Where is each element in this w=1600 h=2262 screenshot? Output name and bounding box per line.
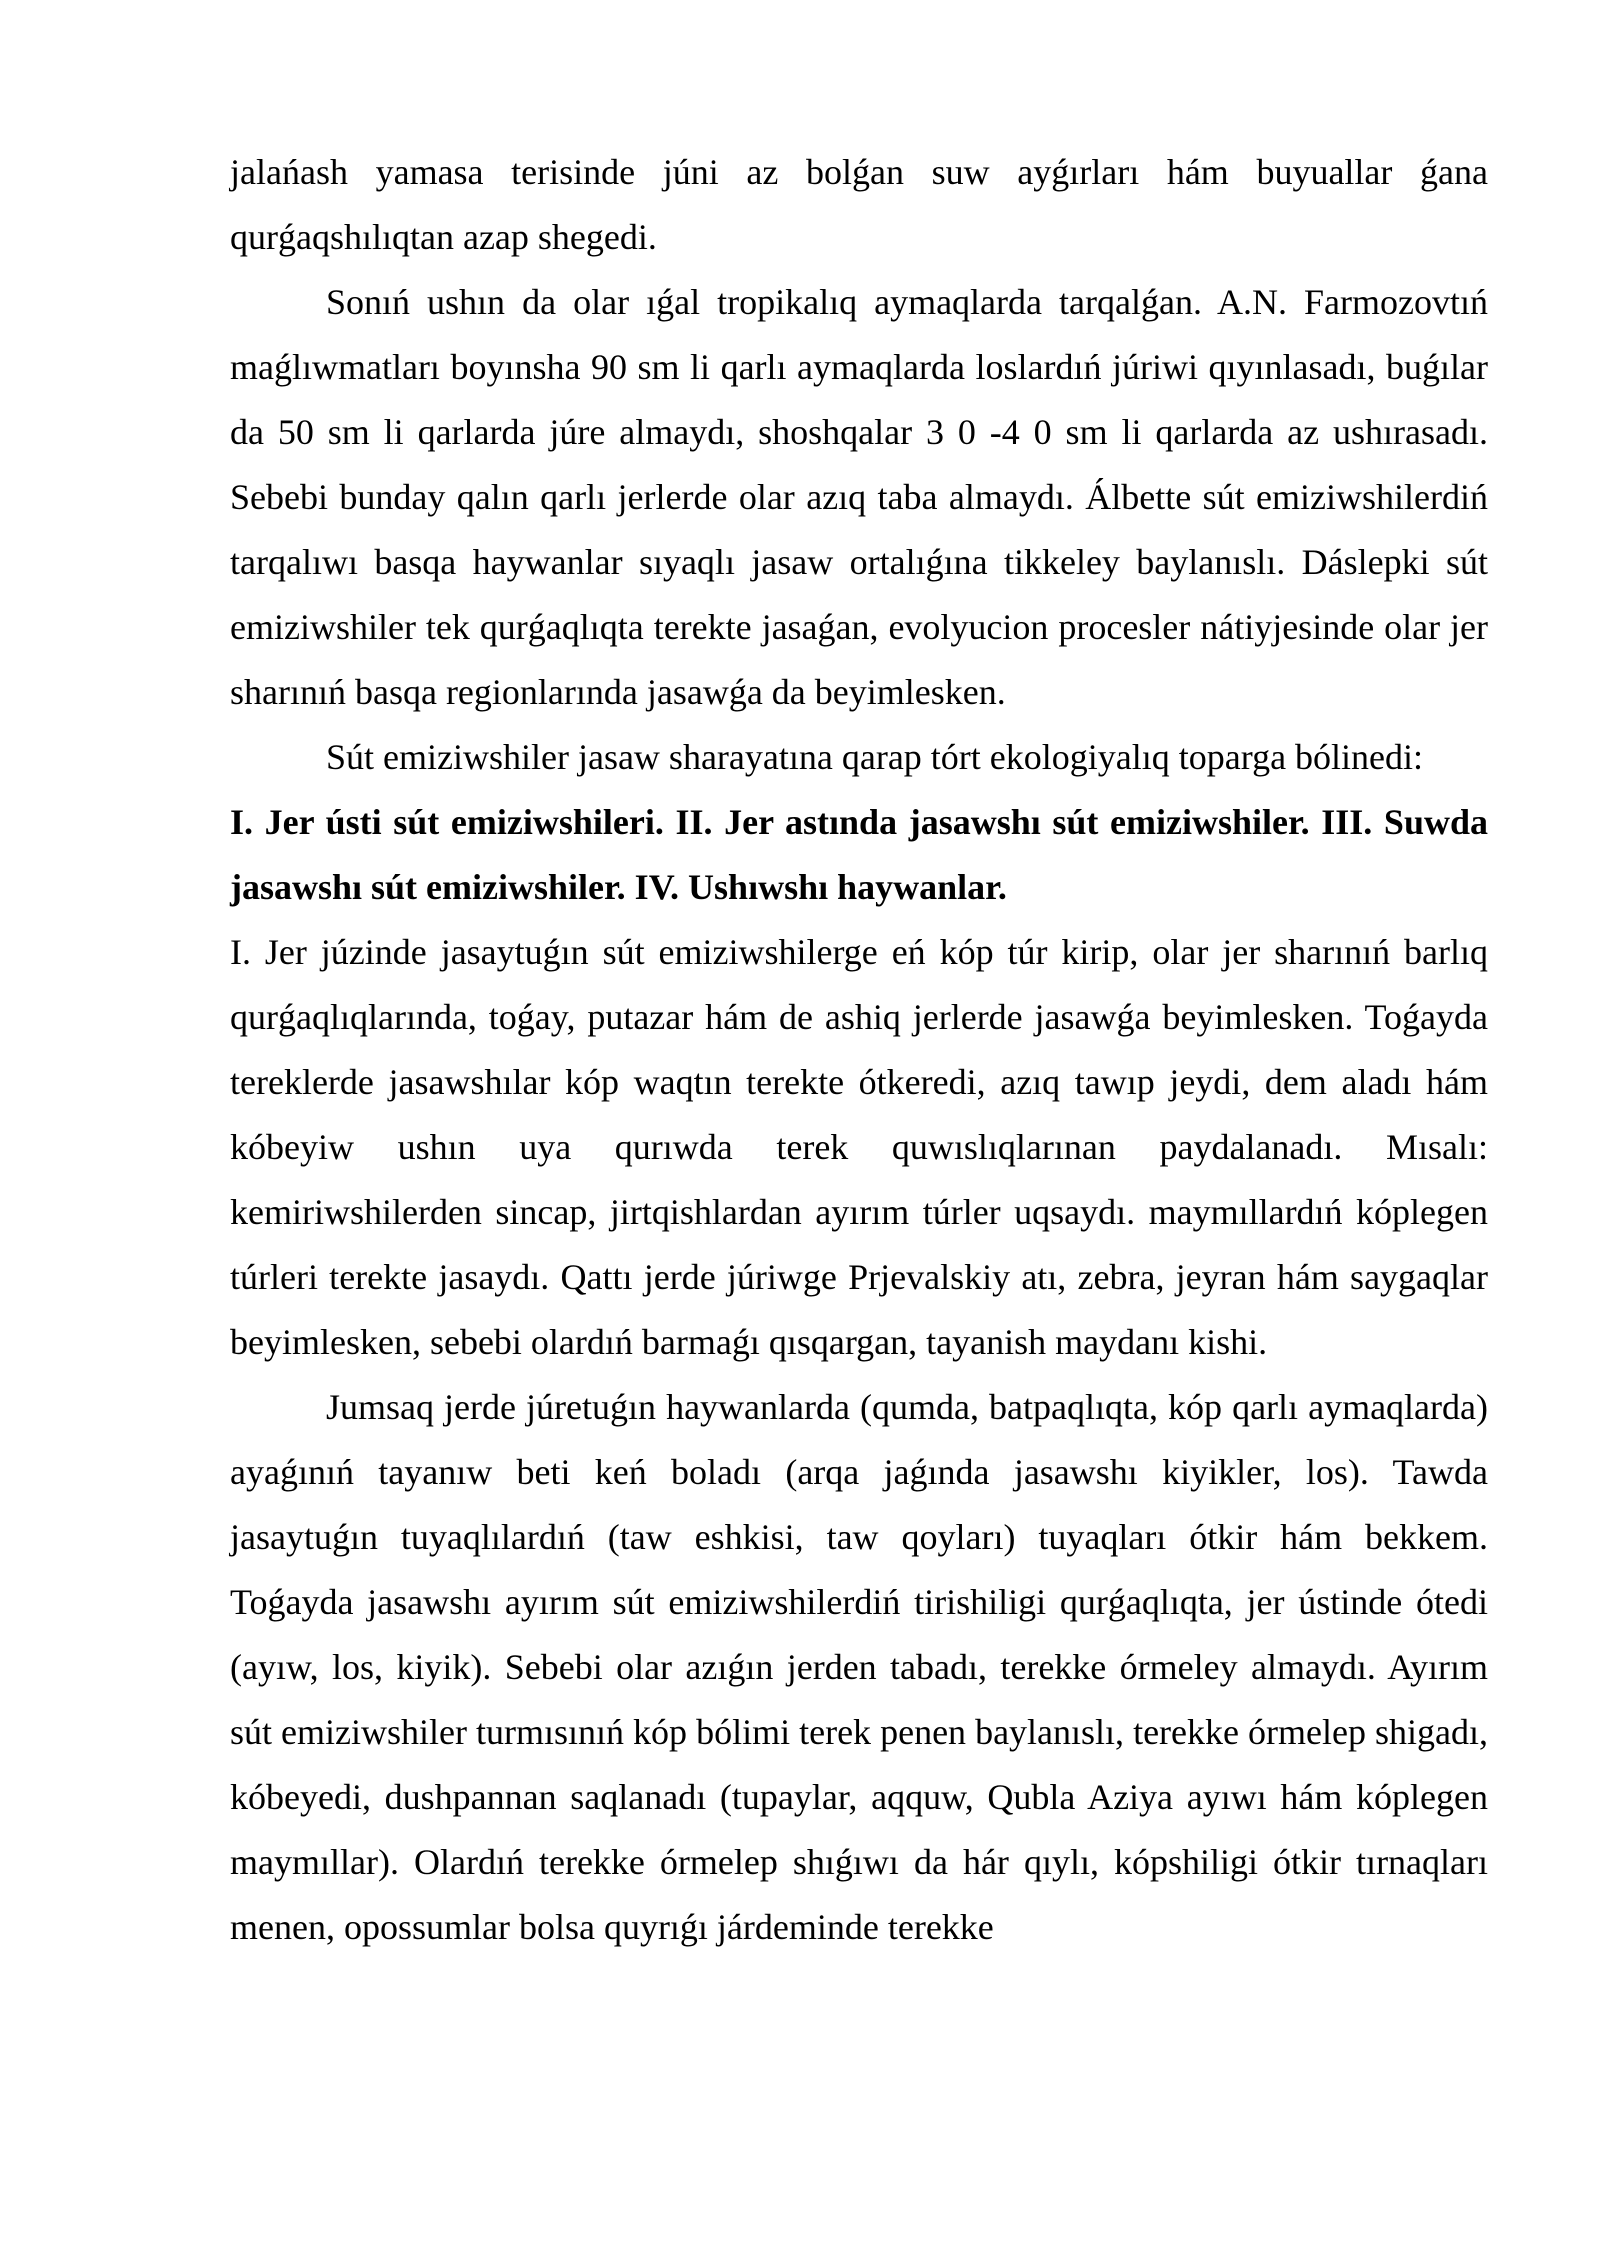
document-body [230, 140, 1488, 1960]
paragraph-2: Sonıń ushın da olar ıǵal tropikalıq aymaqlarda tarqalǵan. A.N. Farmozovtıń maǵlıwmatları boyınsha 90 sm li qarlı aymaqlarda loslardıń júriwi qıyınlasadı, buǵılar da 50 sm li qarlarda júre almaydı, shoshqalar 3 0 -4 0 sm li qarlarda az ushırasadı. Sebebi bunday qalın qarlı jerlerde olar azıq taba almaydı. Álbette sút emiziwshilerdiń tarqalıwı basqa haywanlar sıyaqlı jasaw ortalıǵına tikkeley baylanıslı. Dáslepki sút emiziwshiler tek qurǵaqlıqta terekte jasaǵan, evolyucion procesler nátiyjesinde olar jer sharınıń basqa regionlarında jasawǵa da beyimlesken. [230, 282, 1488, 712]
paragraph-4-group-list: I. Jer ústi sút emiziwshileri. II. Jer astında jasawshı sút emiziwshiler. III. Suwda jasawshı sút emiziwshiler. IV. Ushıwshı haywanlar. [230, 802, 1488, 907]
paragraph-5: I. Jer júzinde jasaytuǵın sút emiziwshilerge eń kóp túr kirip, olar jer sharınıń barlıq qurǵaqlıqlarında, toǵay, putazar hám de ashiq jerlerde jasawǵa beyimlesken. Toǵayda tereklerde jasawshılar kóp waqtın terekte ótkeredi, azıq tawıp jeydi, dem aladı hám kóbeyiw ushın uya qurıwda terek quwıslıqlarınan paydalanadı. Mısalı: kemiriwshilerden sincap, jirtqishlardan ayırım túrler uqsaydı. maymıllardıń kóplegen túrleri terekte jasaydı. Qattı jerde júriwge Prjevalskiy atı, zebra, jeyran hám saygaqlar beyimlesken, sebebi olardıń barmaǵı qısqargan, tayanish maydanı kishi. [230, 932, 1488, 1362]
paragraph-1: jalańash yamasa terisinde júni az bolǵan suw ayǵırları hám buyuallar ǵana qurǵaqshılıqtan azap shegedi. [230, 152, 1488, 257]
paragraph-3: Sút emiziwshiler jasaw sharayatına qarap tórt ekologiyalıq toparga bólinedi: [326, 737, 1424, 777]
paragraph-6: Jumsaq jerde júretuǵın haywanlarda (qumda, batpaqlıqta, kóp qarlı aymaqlarda) ayaǵınıń tayanıw beti keń boladı (arqa jaǵında jasawshı kiyikler, los). Tawda jasaytuǵın tuyaqlılardıń (taw eshkisi, taw qoyları) tuyaqları ótkir hám bekkem. Toǵayda jasawshı ayırım sút emiziwshilerdiń tirishiligi qurǵaqlıqta, jer ústinde ótedi (ayıw, los, kiyik). Sebebi olar azıǵın jerden tabadı, terekke órmeley almaydı. Ayırım sút emiziwshiler turmısınıń kóp bólimi terek penen baylanıslı, terekke órmelep shigadı, kóbeyedi, dushpannan saqlanadı (tupaylar, aqquw, Qubla Aziya ayıwı hám kóplegen maymıllar). Olardıń terekke órmelep shıǵıwı da hár qıylı, kópshiligi ótkir tırnaqları menen, opossumlar bolsa quyrıǵı járdeminde terekke [230, 1387, 1488, 1947]
